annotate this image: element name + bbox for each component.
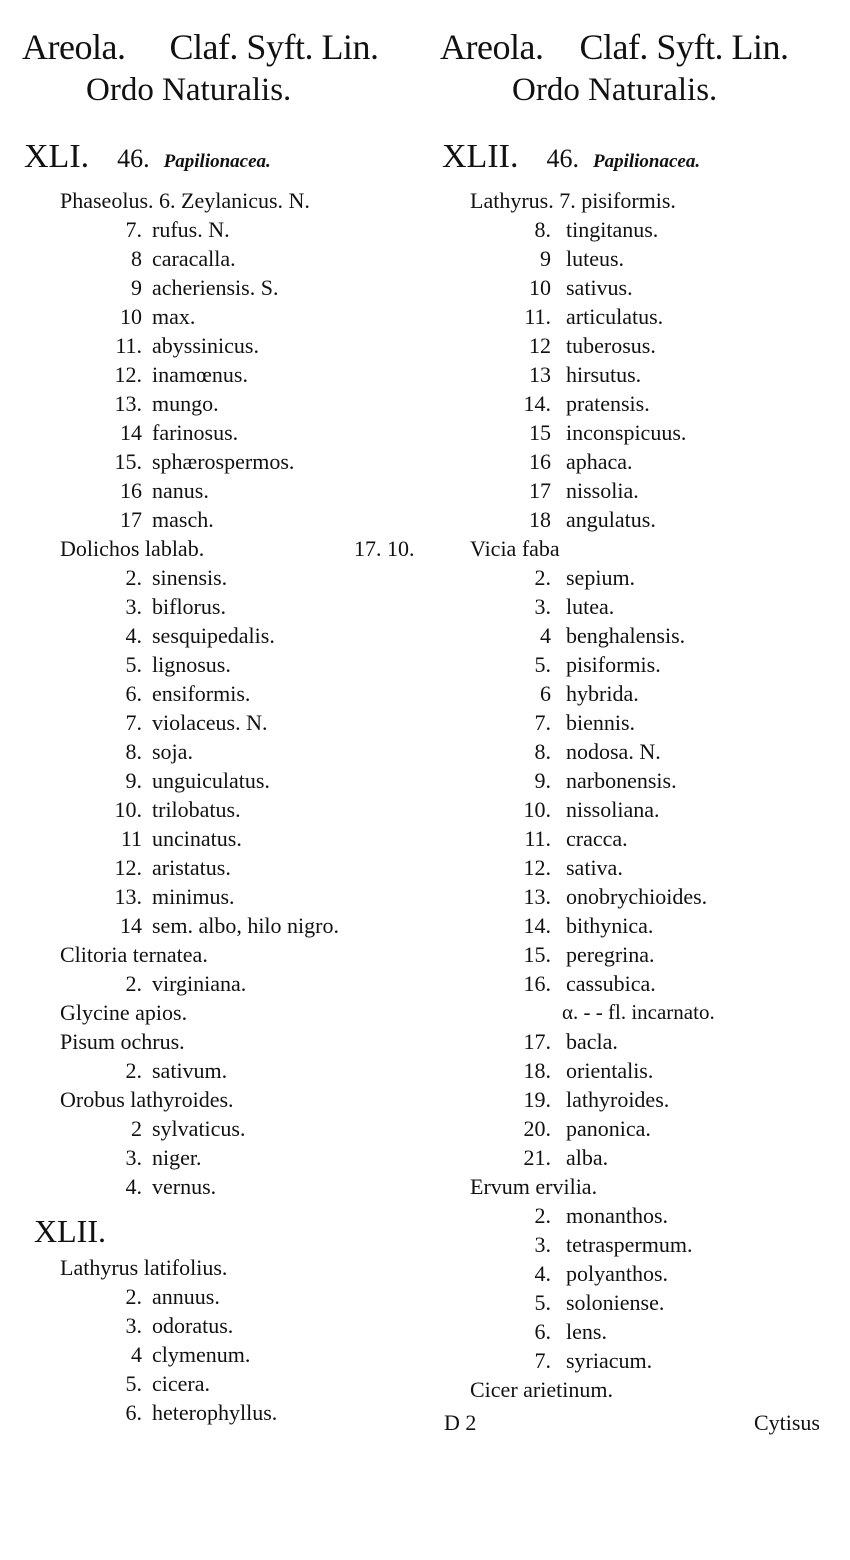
species-entry [440,969,840,998]
species-number: 11. [524,304,551,329]
species-name: aphaca. [566,449,633,474]
species-name: nissoliana. [566,797,660,822]
species-number: 7. [534,710,551,735]
species-entry [440,418,840,447]
species-name: rufus. N. [152,217,230,242]
species-number: 4 [540,623,551,648]
species-name: caracalla. [152,246,236,271]
species-entry [22,215,422,244]
species-number: 8 [131,246,142,271]
genus-entry [22,186,422,215]
species-entry [22,737,422,766]
genus-entry [440,186,840,215]
species-number: 13. [114,884,142,909]
species-number: 3. [125,1313,142,1338]
species-number: 8. [534,739,551,764]
species-name: angulatus. [566,507,656,532]
species-number: 2. [125,1058,142,1083]
species-number: 17. [523,1029,551,1054]
species-name: tuberosus. [566,333,656,358]
species-number: 11. [524,826,551,851]
species-name: unguiculatus. [152,768,270,793]
species-name: panonica. [566,1116,651,1141]
species-entry [440,563,840,592]
species-entry [440,853,840,882]
species-entry [22,882,422,911]
species-name: pratensis. [566,391,650,416]
section-heading [442,138,700,176]
species-number: 5. [125,1371,142,1396]
species-number: 10. [523,797,551,822]
section-heading [22,1201,422,1253]
section-class: 46. [117,144,150,173]
species-number: 12. [523,855,551,880]
species-entry [22,418,422,447]
species-name: sativa. [566,855,623,880]
species-name: articulatus. [566,304,664,329]
species-name: luteus. [566,246,625,271]
species-name: inamœnus. [152,362,248,387]
species-name: lutea. [566,594,615,619]
section-number: XLII. [442,138,519,175]
species-name: soloniense. [566,1290,665,1315]
species-number: 2. [125,1284,142,1309]
species-number: 12 [529,333,551,358]
genus-name: Pisum ochrus. [60,1029,185,1054]
species-number: 13 [529,362,551,387]
species-entry [440,824,840,853]
species-entry [440,1114,840,1143]
species-entry [440,447,840,476]
species-entry [22,1369,422,1398]
species-name: sinensis. [152,565,228,590]
species-entry [440,244,840,273]
species-name: abyssinicus. [152,333,259,358]
species-number: 21. [523,1145,551,1170]
species-name: polyanthos. [566,1261,669,1286]
species-entry [22,1282,422,1311]
species-entry [440,1201,840,1230]
species-name: hirsutus. [566,362,642,387]
species-number: 9. [534,768,551,793]
species-entry [440,215,840,244]
species-name: niger. [152,1145,202,1170]
species-name: farinosus. [152,420,239,445]
species-entry [22,1143,422,1172]
left-column [22,0,422,1560]
header-areola: Areola. [440,27,544,67]
species-number: 6 [540,681,551,706]
species-entry [440,1259,840,1288]
species-entry [440,621,840,650]
species-name: pisiformis. [566,652,661,677]
genus-name: Phaseolus. 6. Zeylanicus. N. [60,188,310,213]
genus-entry [440,534,840,563]
species-entry [440,650,840,679]
species-number: 6. [125,1400,142,1425]
species-number: 9 [131,275,142,300]
species-entry [440,1288,840,1317]
species-number: 14 [120,913,142,938]
species-list [22,186,422,1427]
species-name: max. [152,304,196,329]
species-entry [440,795,840,824]
species-entry [440,679,840,708]
species-name: biflorus. [152,594,226,619]
genus-name: Ervum ervilia. [470,1174,598,1199]
species-number: 5. [534,1290,551,1315]
species-number: 3. [534,1232,551,1257]
species-number: 14. [523,913,551,938]
species-entry [440,592,840,621]
catchword: Cytisus [753,1410,820,1435]
genus-entry [22,998,422,1027]
species-number: 16 [529,449,551,474]
species-entry [22,1114,422,1143]
species-number: 15. [114,449,142,474]
species-number: 18. [523,1058,551,1083]
species-name: sphærospermos. [152,449,295,474]
species-number: 8. [534,217,551,242]
genus-entry [440,1375,840,1404]
species-name: syriacum. [566,1348,653,1373]
species-name: benghalensis. [566,623,686,648]
species-entry [22,1056,422,1085]
species-entry [22,563,422,592]
species-entry [22,650,422,679]
species-entry [440,911,840,940]
species-number: 17 [529,478,551,503]
species-number: 15. [523,942,551,967]
species-entry [22,389,422,418]
species-name: nodosa. N. [566,739,661,764]
species-number: 5. [534,652,551,677]
signature-mark: D 2 [444,1410,477,1435]
species-entry [22,592,422,621]
species-name: trilobatus. [152,797,241,822]
species-name: cracca. [566,826,628,851]
genus-numbers: 17. 10. [354,536,415,561]
species-name: aristatus. [152,855,231,880]
species-number: 3. [534,594,551,619]
species-number: 4. [125,623,142,648]
section-number: XLII. [34,1213,106,1249]
species-name: peregrina. [566,942,655,967]
species-entry [440,360,840,389]
species-number: 14. [523,391,551,416]
species-number: 19. [523,1087,551,1112]
species-name: ensiformis. [152,681,251,706]
genus-entry [22,1027,422,1056]
species-name: bithynica. [566,913,654,938]
species-number: 12. [114,362,142,387]
species-name: lathyroides. [566,1087,670,1112]
section-order: Papilionacea. [163,151,271,172]
species-number: 10. [114,797,142,822]
species-entry [22,476,422,505]
species-name: heterophyllus. [152,1400,278,1425]
species-entry [22,824,422,853]
genus-entry [22,940,422,969]
species-number: 17 [120,507,142,532]
species-entry [22,1172,422,1201]
species-number: 7. [125,710,142,735]
species-name: α. - - fl. incarnato. [562,1000,715,1024]
species-entry [440,940,840,969]
genus-entry [22,1253,422,1282]
species-entry [22,795,422,824]
genus-name: Lathyrus latifolius. [60,1255,228,1280]
species-entry [22,708,422,737]
species-entry [440,708,840,737]
species-entry [440,302,840,331]
species-entry [440,476,840,505]
species-entry [22,302,422,331]
species-name: sem. albo, hilo nigro. [152,913,339,938]
column-header [440,26,788,68]
species-number: 3. [125,1145,142,1170]
genus-entry [440,1172,840,1201]
species-entry [440,1346,840,1375]
species-number: 7. [125,217,142,242]
genus-name: Glycine apios. [60,1000,188,1025]
species-number: 2. [125,971,142,996]
species-name: uncinatus. [152,826,242,851]
species-number: 15 [529,420,551,445]
species-name: nanus. [152,478,209,503]
species-number: 5. [125,652,142,677]
species-name: narbonensis. [566,768,677,793]
species-number: 8. [125,739,142,764]
species-entry [440,737,840,766]
species-number: 9. [125,768,142,793]
genus-name: Lathyrus. 7. pisiformis. [470,188,676,213]
species-name: sylvaticus. [152,1116,246,1141]
species-number: 16. [523,971,551,996]
genus-entry [22,1085,422,1114]
species-entry [22,911,422,940]
species-number: 14 [120,420,142,445]
column-header [22,26,378,68]
species-name: hybrida. [566,681,639,706]
species-number: 11 [120,826,142,851]
species-number: 4. [534,1261,551,1286]
species-name: biennis. [566,710,636,735]
species-number: 3. [125,594,142,619]
species-entry [22,360,422,389]
species-number: 6. [534,1319,551,1344]
species-name: lens. [566,1319,607,1344]
species-name: onobrychioides. [566,884,708,909]
species-number: 2. [534,1203,551,1228]
species-name: sepium. [566,565,636,590]
species-name: orientalis. [566,1058,654,1083]
species-entry [22,853,422,882]
section-number: XLI. [24,138,90,175]
species-number: 2 [131,1116,142,1141]
species-entry [440,882,840,911]
species-entry [22,331,422,360]
species-number: 16 [120,478,142,503]
species-number: 10 [529,275,551,300]
species-name: mungo. [152,391,219,416]
species-name: sesquipedalis. [152,623,275,648]
species-entry [22,505,422,534]
species-list [440,186,840,1404]
species-entry [440,1317,840,1346]
species-name: acheriensis. S. [152,275,279,300]
species-entry [22,1340,422,1369]
header-areola: Areola. [22,27,126,67]
species-number: 13. [114,391,142,416]
genus-name: Vicia faba [470,536,560,561]
genus-name: Dolichos lablab. [60,536,205,561]
species-name: bacla. [566,1029,618,1054]
species-name: annuus. [152,1284,220,1309]
variety-entry [440,998,840,1027]
species-name: masch. [152,507,214,532]
species-name: soja. [152,739,193,764]
species-entry [440,331,840,360]
species-name: tetraspermum. [566,1232,693,1257]
species-entry [440,1027,840,1056]
species-number: 20. [523,1116,551,1141]
genus-name: Clitoria ternatea. [60,942,208,967]
species-name: cicera. [152,1371,210,1396]
species-entry [22,1311,422,1340]
species-name: cassubica. [566,971,656,996]
genus-name: Orobus lathyroides. [60,1087,234,1112]
species-entry [22,1398,422,1427]
species-name: clymenum. [152,1342,251,1367]
species-entry [440,389,840,418]
header-class-system: Claf. Syft. Lin. [579,27,789,67]
species-number: 2. [125,565,142,590]
species-name: violaceus. N. [152,710,268,735]
species-number: 12. [114,855,142,880]
species-entry [440,505,840,534]
species-name: monanthos. [566,1203,669,1228]
species-name: sativus. [566,275,633,300]
species-number: 4. [125,1174,142,1199]
species-number: 7. [534,1348,551,1373]
species-number: 13. [523,884,551,909]
species-entry [22,273,422,302]
species-entry [22,679,422,708]
species-entry [440,1230,840,1259]
species-name: alba. [566,1145,609,1170]
species-entry [440,1056,840,1085]
right-column [440,0,840,1560]
species-entry [22,244,422,273]
section-order: Papilionacea. [592,151,701,172]
species-number: 2. [534,565,551,590]
species-entry [440,766,840,795]
species-name: odoratus. [152,1313,234,1338]
species-name: sativum. [152,1058,228,1083]
genus-entry [22,534,422,563]
section-heading [24,138,271,176]
species-entry [22,621,422,650]
species-name: lignosus. [152,652,231,677]
species-entry [440,273,840,302]
species-number: 9 [540,246,551,271]
species-number: 4 [131,1342,142,1367]
header-class-system: Claf. Syft. Lin. [169,27,379,67]
species-number: 11. [115,333,142,358]
species-name: inconspicuus. [566,420,687,445]
species-entry [22,969,422,998]
genus-name: Cicer arietinum. [470,1377,613,1402]
header-ordo: Ordo Naturalis. [512,72,718,108]
species-name: minimus. [152,884,235,909]
species-entry [22,447,422,476]
species-name: vernus. [152,1174,217,1199]
section-class: 46. [546,144,579,173]
species-number: 6. [125,681,142,706]
species-name: nissolia. [566,478,639,503]
species-entry [440,1143,840,1172]
species-number: 10 [120,304,142,329]
species-name: tingitanus. [566,217,659,242]
species-entry [440,1085,840,1114]
species-number: 18 [529,507,551,532]
header-ordo: Ordo Naturalis. [86,72,292,108]
species-entry [22,766,422,795]
species-name: virginiana. [152,971,247,996]
